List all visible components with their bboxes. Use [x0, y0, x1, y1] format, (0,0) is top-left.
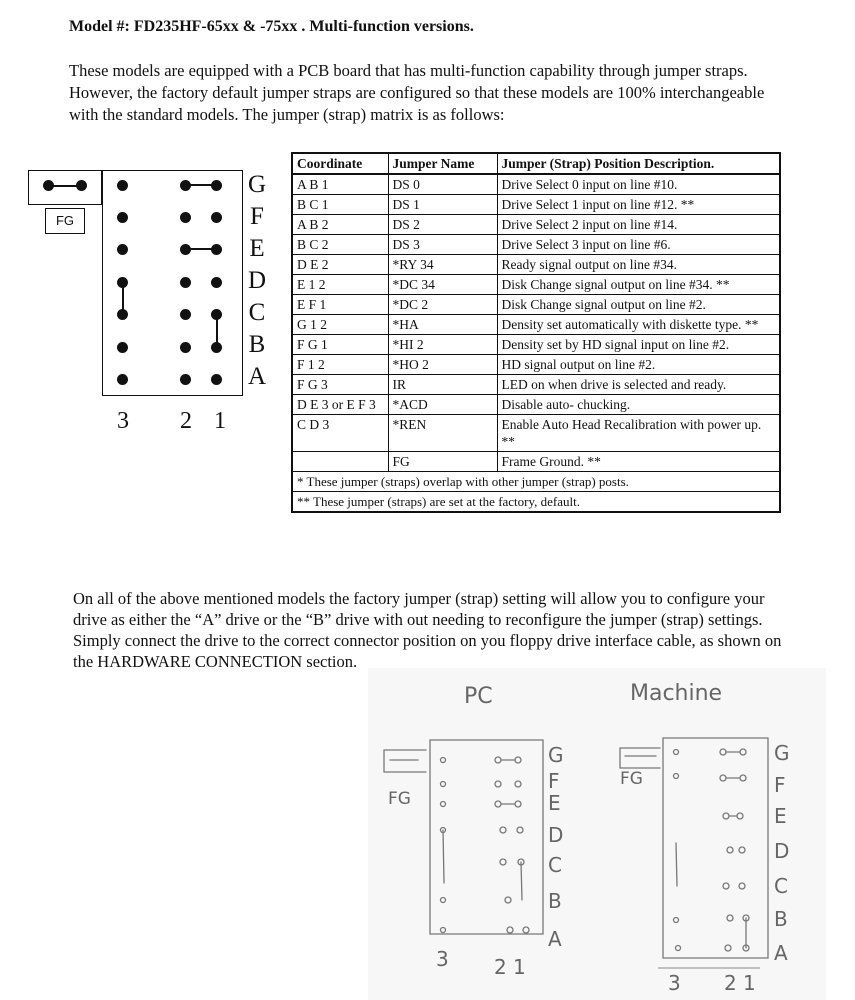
page-title: Model #: FD235HF-65xx & -75xx . Multi-function versions. — [69, 18, 474, 35]
row-label-a: A — [247, 363, 267, 390]
machine-post — [723, 883, 729, 889]
machine-post — [676, 946, 681, 951]
coordinate-cell: F 1 2 — [292, 355, 388, 375]
machine-post — [720, 749, 726, 755]
machine-post — [723, 813, 729, 819]
pc-post — [505, 897, 511, 903]
post-f1 — [211, 212, 222, 223]
sketch-right-title: Machine — [630, 681, 723, 706]
machine-fg-box — [620, 748, 660, 768]
sketch-left-fg: FG — [388, 789, 411, 809]
row-label-c: C — [248, 299, 266, 326]
table-row — [292, 215, 780, 235]
sketch-right-row-e: E — [774, 804, 787, 828]
row-label-d: D — [247, 267, 267, 294]
pc-post — [495, 781, 501, 787]
row-label-e: E — [249, 235, 265, 262]
machine-post — [739, 883, 745, 889]
post-a2 — [180, 374, 191, 385]
sketch-left-row-c: C — [548, 853, 562, 877]
row-label-f: F — [250, 203, 264, 230]
pc-post — [515, 801, 521, 807]
hand-sketch — [368, 668, 826, 1000]
coordinate-cell: G 1 2 — [292, 315, 388, 335]
fg-label: FG — [45, 208, 85, 234]
description-cell: Drive Select 1 input on line #12. ** — [497, 195, 780, 215]
machine-post — [720, 775, 726, 781]
pc-post — [495, 801, 501, 807]
coordinate-cell: A B 1 — [292, 174, 388, 195]
machine-board — [663, 738, 768, 958]
coordinate-cell: E 1 2 — [292, 275, 388, 295]
col-label-2: 2 — [180, 408, 192, 434]
sketch-right-row-f: F — [774, 773, 786, 797]
sketch-svg — [368, 668, 826, 1000]
pc-post — [507, 927, 513, 933]
pc-post — [441, 802, 446, 807]
post-c2 — [180, 309, 191, 320]
pc-strap-bc1 — [521, 862, 522, 900]
jumper-name-cell: *HI 2 — [388, 335, 497, 355]
table-row — [292, 174, 780, 195]
jumper-name-cell: *ACD — [388, 395, 497, 415]
table-note-row — [292, 492, 780, 513]
post-b3 — [117, 342, 128, 353]
sketch-left-row-e: E — [548, 791, 561, 815]
col-label-1: 1 — [214, 408, 226, 434]
description-cell: Drive Select 3 input on line #6. — [497, 235, 780, 255]
sketch-left-col-2: 2 — [494, 955, 507, 979]
jumper-name-cell: *REN — [388, 415, 497, 452]
table-note-row — [292, 472, 780, 492]
pc-post — [441, 758, 446, 763]
machine-post — [725, 945, 731, 951]
jumper-name-cell: FG — [388, 452, 497, 472]
table-row — [292, 255, 780, 275]
coordinate-cell: D E 2 — [292, 255, 388, 275]
pc-strap-cd3 — [443, 830, 444, 883]
jumper-name-cell: *DC 34 — [388, 275, 497, 295]
pc-post — [500, 827, 506, 833]
post-e3 — [117, 244, 128, 255]
table-row — [292, 375, 780, 395]
sketch-left-row-a: A — [548, 927, 562, 951]
post-f2 — [180, 212, 191, 223]
table-row — [292, 315, 780, 335]
table-row — [292, 275, 780, 295]
machine-strap-cd3 — [676, 843, 677, 886]
coordinate-cell: B C 2 — [292, 235, 388, 255]
coordinate-cell: D E 3 or E F 3 — [292, 395, 388, 415]
pc-post — [500, 859, 506, 865]
post-g3 — [117, 180, 128, 191]
machine-post — [674, 750, 679, 755]
jumper-table — [291, 152, 781, 513]
post-f3 — [117, 212, 128, 223]
intro-paragraph: These models are equipped with a PCB board that has multi-function capability through jumper straps. However, the factory default jumper straps are configured so that these models are 100% interchangeable with the standard models. The jumper (strap) matrix is as follows: — [69, 61, 765, 124]
machine-post — [727, 847, 733, 853]
machine-post — [740, 775, 746, 781]
post-d2 — [180, 277, 191, 288]
strap-e12 — [186, 248, 217, 250]
jumper-name-cell: DS 3 — [388, 235, 497, 255]
post-b1 — [211, 342, 222, 353]
row-label-g: G — [247, 171, 267, 198]
table-row — [292, 355, 780, 375]
jumper-name-cell: *RY 34 — [388, 255, 497, 275]
pc-post — [515, 781, 521, 787]
table-row — [292, 195, 780, 215]
coordinate-cell: C D 3 — [292, 415, 388, 452]
jumper-name-cell: DS 0 — [388, 174, 497, 195]
coordinate-cell — [292, 452, 388, 472]
sketch-left-col-1: 1 — [513, 955, 526, 979]
description-cell: Frame Ground. ** — [497, 452, 780, 472]
header-jumper-name: Jumper Name — [388, 153, 497, 174]
table-note: ** These jumper (straps) are set at the factory, default. — [292, 492, 780, 513]
coordinate-cell: F G 1 — [292, 335, 388, 355]
jumper-name-cell: *HA — [388, 315, 497, 335]
jumper-name-cell: DS 2 — [388, 215, 497, 235]
sketch-right-row-b: B — [774, 907, 788, 931]
sketch-right-row-g: G — [774, 741, 790, 765]
description-cell: Disable auto- chucking. — [497, 395, 780, 415]
post-c3 — [117, 309, 128, 320]
post-a3 — [117, 374, 128, 385]
coordinate-cell: F G 3 — [292, 375, 388, 395]
fg-strap — [49, 185, 82, 187]
coordinate-cell: E F 1 — [292, 295, 388, 315]
sketch-right-row-c: C — [774, 874, 788, 898]
jumper-name-cell: *DC 2 — [388, 295, 497, 315]
sketch-right-col-1: 1 — [743, 971, 756, 995]
pc-post — [515, 757, 521, 763]
machine-post — [674, 918, 679, 923]
header-coordinate: Coordinate — [292, 153, 388, 174]
jumper-name-cell: IR — [388, 375, 497, 395]
jumper-name-cell: *HO 2 — [388, 355, 497, 375]
sketch-left-row-d: D — [548, 823, 564, 847]
jumper-name-cell: DS 1 — [388, 195, 497, 215]
pc-post — [441, 898, 446, 903]
sketch-right-row-d: D — [774, 839, 790, 863]
coordinate-cell: A B 2 — [292, 215, 388, 235]
machine-post — [740, 749, 746, 755]
table-note: * These jumper (straps) overlap with other jumper (strap) posts. — [292, 472, 780, 492]
pc-post — [523, 927, 529, 933]
pc-board — [430, 740, 543, 934]
machine-post — [739, 847, 745, 853]
machine-post — [727, 915, 733, 921]
outro-paragraph: On all of the above mentioned models the factory jumper (strap) setting will allow you to configure your drive as either the “A” drive or the “B” drive with out needing to reconfigure the jumper (strap) settings. Simply connect the drive to the correct connector position on you floppy drive interface cable, as shown on the HARDWARE CONNECTION section. — [73, 589, 782, 671]
description-cell: Drive Select 0 input on line #10. — [497, 174, 780, 195]
pc-post — [441, 928, 446, 933]
description-cell: Enable Auto Head Recalibration with power up. ** — [497, 415, 780, 452]
post-a1 — [211, 374, 222, 385]
sketch-left-row-f: F — [548, 769, 560, 793]
col-label-3: 3 — [117, 408, 129, 434]
description-cell: Disk Change signal output on line #2. — [497, 295, 780, 315]
table-header-row — [292, 153, 780, 174]
sketch-right-col-2: 2 — [724, 971, 737, 995]
sketch-left-row-g: G — [548, 743, 564, 767]
table-row — [292, 335, 780, 355]
header-description: Jumper (Strap) Position Description. — [497, 153, 780, 174]
fg-jumper-box — [28, 170, 102, 205]
table-row — [292, 295, 780, 315]
description-cell: Drive Select 2 input on line #14. — [497, 215, 780, 235]
row-label-b: B — [248, 331, 266, 358]
machine-post — [737, 813, 743, 819]
pc-post — [495, 757, 501, 763]
pc-post — [517, 827, 523, 833]
post-b2 — [180, 342, 191, 353]
strap-g12 — [186, 184, 217, 186]
description-cell: HD signal output on line #2. — [497, 355, 780, 375]
table-row — [292, 235, 780, 255]
description-cell: Density set by HD signal input on line #2. — [497, 335, 780, 355]
description-cell: Density set automatically with diskette type. ** — [497, 315, 780, 335]
table-row — [292, 415, 780, 452]
sketch-left-col-3: 3 — [436, 947, 449, 971]
description-cell: Disk Change signal output on line #34. ** — [497, 275, 780, 295]
sketch-right-col-3: 3 — [668, 971, 681, 995]
table-row — [292, 452, 780, 472]
description-cell: Ready signal output on line #34. — [497, 255, 780, 275]
description-cell: LED on when drive is selected and ready. — [497, 375, 780, 395]
sketch-right-row-a: A — [774, 941, 788, 965]
pc-post — [441, 782, 446, 787]
coordinate-cell: B C 1 — [292, 195, 388, 215]
sketch-left-row-b: B — [548, 889, 562, 913]
table-row — [292, 395, 780, 415]
sketch-right-fg: FG — [620, 769, 643, 789]
post-d1 — [211, 277, 222, 288]
pc-fg-box — [384, 750, 426, 772]
machine-post — [674, 774, 679, 779]
sketch-left-title: PC — [464, 684, 493, 709]
